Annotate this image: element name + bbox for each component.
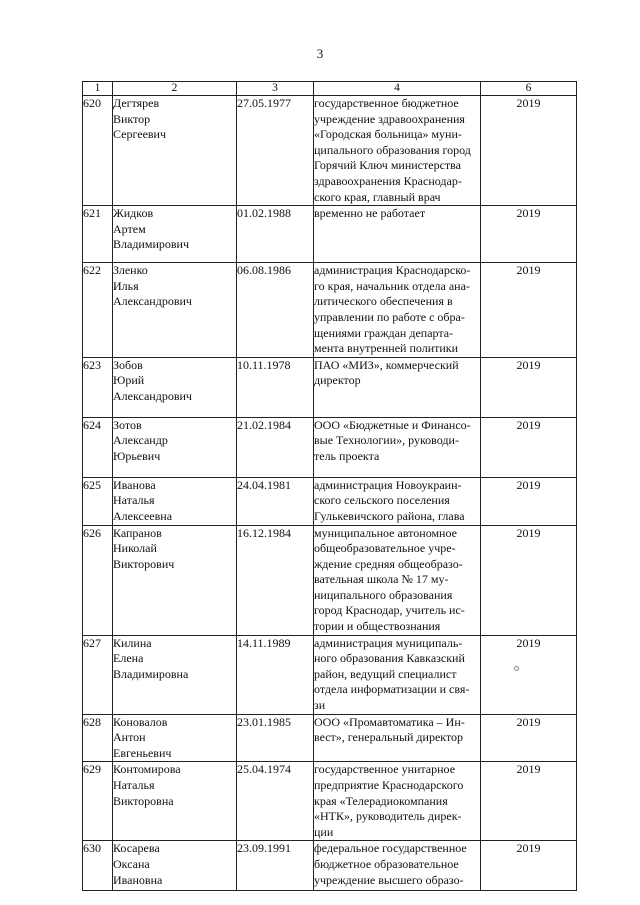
name-line: Артем bbox=[113, 221, 146, 236]
workplace-line: администрация Краснодарско- bbox=[314, 263, 471, 278]
workplace-line: временно не работает bbox=[314, 206, 426, 221]
name-line: Юрий bbox=[113, 373, 145, 388]
workplace-cell bbox=[314, 417, 481, 477]
birth-date-cell: 23.01.1985 bbox=[237, 714, 314, 762]
row-number-cell: 624 bbox=[83, 417, 113, 477]
workplace-line: ского сельского поселения bbox=[314, 493, 450, 508]
workplace-line: вест», генеральный директор bbox=[314, 730, 464, 745]
workplace-line: администрация муниципаль- bbox=[314, 635, 463, 650]
birth-date-cell: 16.12.1984 bbox=[237, 525, 314, 635]
workplace-line: мента внутренней политики bbox=[314, 341, 459, 356]
name-line: Юрьевич bbox=[113, 448, 161, 463]
full-name-cell bbox=[113, 714, 237, 762]
workplace-cell bbox=[314, 762, 481, 841]
name-line: Оксана bbox=[113, 856, 150, 871]
workplace-line: края «Телерадиокомпания bbox=[314, 793, 448, 808]
workplace-line: город Краснодар, учитель ис- bbox=[314, 603, 465, 618]
registry-table-body bbox=[83, 82, 577, 891]
workplace-line: Гулькевичского района, глава bbox=[314, 508, 465, 523]
row-number-cell: 627 bbox=[83, 635, 113, 714]
row-number-cell: 621 bbox=[83, 206, 113, 263]
full-name-cell bbox=[113, 635, 237, 714]
year-cell: 2019 bbox=[481, 525, 577, 635]
name-line: Капранов bbox=[113, 525, 162, 540]
name-line: Владимирович bbox=[113, 237, 189, 252]
workplace-line: щениями граждан департа- bbox=[314, 325, 454, 340]
workplace-line: ции bbox=[314, 824, 334, 839]
row-number-cell: 630 bbox=[83, 841, 113, 891]
name-line: Евгеньевич bbox=[113, 745, 172, 760]
birth-date-cell: 25.04.1974 bbox=[237, 762, 314, 841]
year-cell: 2019 bbox=[481, 714, 577, 762]
birth-date-cell: 14.11.1989 bbox=[237, 635, 314, 714]
workplace-line: ного образования Кавказский bbox=[314, 651, 465, 666]
full-name-cell bbox=[113, 357, 237, 417]
birth-date-cell: 06.08.1986 bbox=[237, 263, 314, 358]
table-row bbox=[83, 96, 577, 206]
header-row bbox=[83, 82, 577, 96]
name-line: Косарева bbox=[113, 841, 160, 856]
birth-date-cell: 01.02.1988 bbox=[237, 206, 314, 263]
workplace-line: ципального образования город bbox=[314, 142, 471, 157]
workplace-line: государственное унитарное bbox=[314, 762, 456, 777]
year-cell: 2019 bbox=[481, 417, 577, 477]
column-header-4: 4 bbox=[314, 82, 481, 96]
name-line: Антон bbox=[113, 730, 146, 745]
workplace-cell bbox=[314, 96, 481, 206]
row-number-cell: 625 bbox=[83, 477, 113, 525]
table-row bbox=[83, 357, 577, 417]
full-name-cell bbox=[113, 477, 237, 525]
workplace-line: го края, начальник отдела ана- bbox=[314, 278, 470, 293]
workplace-line: общеобразовательное учре- bbox=[314, 541, 456, 556]
workplace-cell bbox=[314, 357, 481, 417]
workplace-cell bbox=[314, 714, 481, 762]
row-number-cell: 629 bbox=[83, 762, 113, 841]
full-name-cell bbox=[113, 841, 237, 891]
name-line: Зленко bbox=[113, 263, 148, 278]
name-line: Владимировна bbox=[113, 666, 189, 681]
birth-date-cell: 23.09.1991 bbox=[237, 841, 314, 891]
table-row bbox=[83, 714, 577, 762]
workplace-line: ниципального образования bbox=[314, 587, 453, 602]
workplace-line: учреждение здравоохранения bbox=[314, 111, 465, 126]
table-row bbox=[83, 635, 577, 714]
workplace-line: предприятие Краснодарского bbox=[314, 778, 464, 792]
row-number-cell: 626 bbox=[83, 525, 113, 635]
workplace-line: вательная школа № 17 му- bbox=[314, 572, 449, 587]
full-name-cell bbox=[113, 762, 237, 841]
workplace-line: федеральное государственное bbox=[314, 841, 467, 856]
name-line: Алексеевна bbox=[113, 508, 173, 523]
name-line: Зобов bbox=[113, 357, 143, 372]
name-line: Жидков bbox=[113, 206, 154, 221]
year-cell: 2019 bbox=[481, 263, 577, 358]
workplace-line: «НТК», руководитель дирек- bbox=[314, 809, 462, 824]
workplace-cell bbox=[314, 477, 481, 525]
birth-date-cell: 21.02.1984 bbox=[237, 417, 314, 477]
workplace-cell bbox=[314, 206, 481, 263]
table-row bbox=[83, 762, 577, 841]
workplace-line: ООО «Промавтоматика – Ин- bbox=[314, 714, 465, 729]
workplace-cell bbox=[314, 841, 481, 891]
workplace-line: бюджетное образовательное bbox=[314, 856, 459, 871]
row-number-cell: 623 bbox=[83, 357, 113, 417]
table-row bbox=[83, 417, 577, 477]
workplace-line: государственное бюджетное bbox=[314, 96, 459, 110]
workplace-line: район, ведущий специалист bbox=[314, 666, 457, 681]
workplace-line: ПАО «МИЗ», коммерческий bbox=[314, 357, 459, 372]
name-line: Александрович bbox=[113, 294, 192, 309]
workplace-line: ждение средняя общеобразо- bbox=[314, 556, 463, 571]
name-line: Килина bbox=[113, 635, 152, 650]
workplace-line: директор bbox=[314, 373, 361, 388]
name-line: Иванова bbox=[113, 477, 156, 492]
table-row bbox=[83, 263, 577, 358]
workplace-cell bbox=[314, 263, 481, 358]
workplace-line: тории и обществознания bbox=[314, 619, 441, 634]
name-line: Сергеевич bbox=[113, 127, 167, 142]
full-name-cell bbox=[113, 263, 237, 358]
name-line: Николай bbox=[113, 541, 157, 556]
registry-table bbox=[82, 81, 577, 891]
name-line: Александр bbox=[113, 433, 168, 448]
workplace-line: управлении по работе с обра- bbox=[314, 309, 465, 324]
name-line: Викторовна bbox=[113, 793, 174, 808]
year-cell: 2019 bbox=[481, 841, 577, 891]
workplace-line: ООО «Бюджетные и Финансо- bbox=[314, 417, 471, 432]
workplace-line: отдела информатизации и свя- bbox=[314, 682, 470, 697]
year-cell: 2019 bbox=[481, 477, 577, 525]
name-line: Зотов bbox=[113, 417, 142, 432]
table-row bbox=[83, 477, 577, 525]
workplace-line: зи bbox=[314, 698, 326, 713]
workplace-line: администрация Новоукраин- bbox=[314, 477, 462, 492]
workplace-line: здравоохранения Краснодар- bbox=[314, 173, 462, 188]
row-number-cell: 620 bbox=[83, 96, 113, 206]
name-line: Ивановна bbox=[113, 872, 163, 887]
full-name-cell bbox=[113, 417, 237, 477]
year-cell: 2019 bbox=[481, 762, 577, 841]
row-number-cell: 628 bbox=[83, 714, 113, 762]
birth-date-cell: 27.05.1977 bbox=[237, 96, 314, 206]
name-line: Илья bbox=[113, 278, 139, 293]
workplace-line: тель проекта bbox=[314, 448, 380, 463]
birth-date-cell: 24.04.1981 bbox=[237, 477, 314, 525]
year-cell: 2019 bbox=[481, 96, 577, 206]
table-row bbox=[83, 841, 577, 891]
full-name-cell bbox=[113, 206, 237, 263]
page-number: 3 bbox=[316, 46, 324, 61]
name-line: Коновалов bbox=[113, 714, 168, 729]
full-name-cell bbox=[113, 525, 237, 635]
workplace-line: вые Технологии», руководи- bbox=[314, 433, 459, 448]
column-header-6: 6 bbox=[481, 82, 577, 96]
full-name-cell bbox=[113, 96, 237, 206]
year-cell: 2019 bbox=[481, 357, 577, 417]
table-row bbox=[83, 206, 577, 263]
name-line: Александрович bbox=[113, 388, 192, 403]
workplace-line: литического обеспечения в bbox=[314, 294, 453, 309]
column-header-1: 1 bbox=[83, 82, 113, 96]
name-line: Дегтярев bbox=[113, 96, 160, 110]
workplace-cell bbox=[314, 525, 481, 635]
year-cell: 2019 bbox=[481, 635, 577, 714]
name-line: Елена bbox=[113, 651, 144, 666]
name-line: Виктор bbox=[113, 111, 151, 126]
year-cell: 2019 bbox=[481, 206, 577, 263]
name-line: Наталья bbox=[113, 493, 155, 508]
workplace-line: Горячий Ключ министерства bbox=[314, 158, 461, 173]
name-line: Викторович bbox=[113, 556, 175, 571]
row-number-cell: 622 bbox=[83, 263, 113, 358]
column-header-3: 3 bbox=[237, 82, 314, 96]
workplace-line: «Городская больница» муни- bbox=[314, 127, 462, 142]
workplace-line: муниципальное автономное bbox=[314, 525, 457, 540]
scan-mark bbox=[514, 666, 519, 671]
workplace-line: учреждение высшего образо- bbox=[314, 872, 464, 887]
workplace-cell bbox=[314, 635, 481, 714]
birth-date-cell: 10.11.1978 bbox=[237, 357, 314, 417]
column-header-2: 2 bbox=[113, 82, 237, 96]
name-line: Наталья bbox=[113, 778, 155, 792]
table-row bbox=[83, 525, 577, 635]
name-line: Контомирова bbox=[113, 762, 181, 777]
workplace-line: ского края, главный врач bbox=[314, 189, 441, 204]
